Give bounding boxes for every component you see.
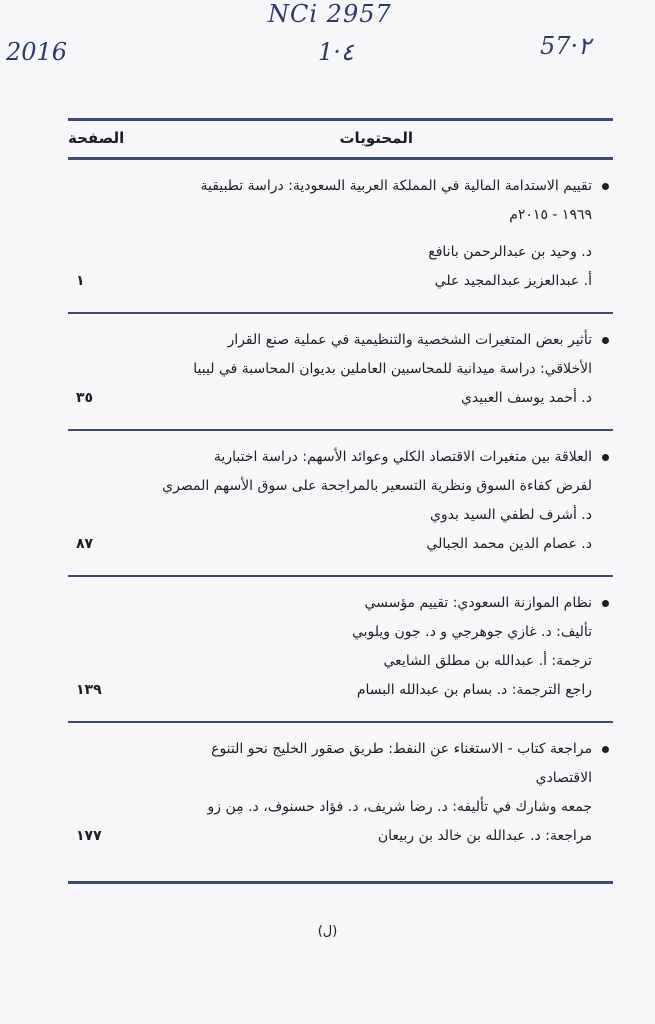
page-number: ١ — [76, 273, 85, 289]
entry-author: جمعه وشارك في تأليفه: د. رضا شريف، د. فؤاد حسنوف، د. مِن زو — [207, 799, 592, 815]
table-of-contents — [68, 118, 613, 884]
page-number: ١٧٧ — [76, 828, 102, 844]
toc-entry[interactable] — [68, 431, 613, 567]
entry-title: تقييم الاستدامة المالية في المملكة العربية السعودية: دراسة تطبيقية — [200, 178, 592, 194]
contents-title: المحتويات — [339, 129, 413, 147]
entry-translator: ترجمة: أ. عبدالله بن مطلق الشايعي — [383, 653, 592, 669]
page-number: ٣٥ — [76, 390, 94, 406]
entry-author: د. عصام الدين محمد الجبالي — [426, 536, 592, 552]
handwritten-mark: 1·٤ — [318, 38, 354, 66]
toc-header — [68, 121, 613, 157]
toc-entry[interactable] — [68, 314, 613, 421]
bullet-icon — [602, 337, 609, 344]
page-column-header: الصفحة — [68, 129, 125, 147]
page-footer-label: (ل) — [317, 924, 338, 939]
toc-entry[interactable] — [68, 577, 613, 713]
bottom-rule — [68, 881, 613, 884]
handwritten-call-number: NCi 2957 — [268, 0, 392, 28]
entry-reviewer: مراجعة: د. عبدالله بن خالد بن ربيعان — [377, 828, 592, 844]
entry-title: نظام الموازنة السعودي: تقييم مؤسسي — [364, 595, 592, 611]
bullet-icon — [602, 746, 609, 753]
entry-author: أ. عبدالعزيز عبدالمجيد علي — [434, 273, 592, 289]
entry-title: تأثير بعض المتغيرات الشخصية والتنظيمية في عملية صنع القرار — [227, 332, 592, 348]
toc-entry[interactable] — [68, 723, 613, 859]
entry-title: العلاقة بين متغيرات الاقتصاد الكلي وعوائد الأسهم: دراسة اختبارية — [213, 449, 592, 465]
entry-title-continued: الاقتصادي — [535, 770, 592, 786]
bullet-icon — [602, 454, 609, 461]
entry-title-continued: لفرض كفاءة السوق ونظرية التسعير بالمراجحة على سوق الأسهم المصري — [162, 478, 592, 494]
bullet-icon — [602, 183, 609, 190]
handwritten-number: 57·٢ — [540, 32, 592, 60]
entry-author: د. أحمد يوسف العبيدي — [460, 390, 592, 406]
toc-entry[interactable] — [68, 160, 613, 304]
entry-reviewer: راجع الترجمة: د. بسام بن عبدالله البسام — [356, 682, 592, 698]
bullet-icon — [602, 600, 609, 607]
entry-author: د. أشرف لطفي السيد بدوي — [429, 507, 592, 523]
entry-subtitle: ١٩٦٩ - ٢٠١٥م — [509, 207, 592, 223]
entry-author: د. وحيد بن عبدالرحمن بانافع — [428, 244, 592, 260]
entry-title: مراجعة كتاب - الاستغناء عن النفط: طريق صقور الخليج نحو التنوع — [211, 741, 592, 757]
page-number: ١٣٩ — [76, 682, 102, 698]
page-number: ٨٧ — [76, 536, 94, 552]
entry-title-continued: الأخلاقي: دراسة ميدانية للمحاسبين العاملين بديوان المحاسبة في ليبيا — [193, 361, 592, 377]
entry-author: تأليف: د. غازي جوهرجي و د. جون ويلوبي — [351, 624, 592, 640]
handwritten-year: 2016 — [6, 38, 68, 66]
